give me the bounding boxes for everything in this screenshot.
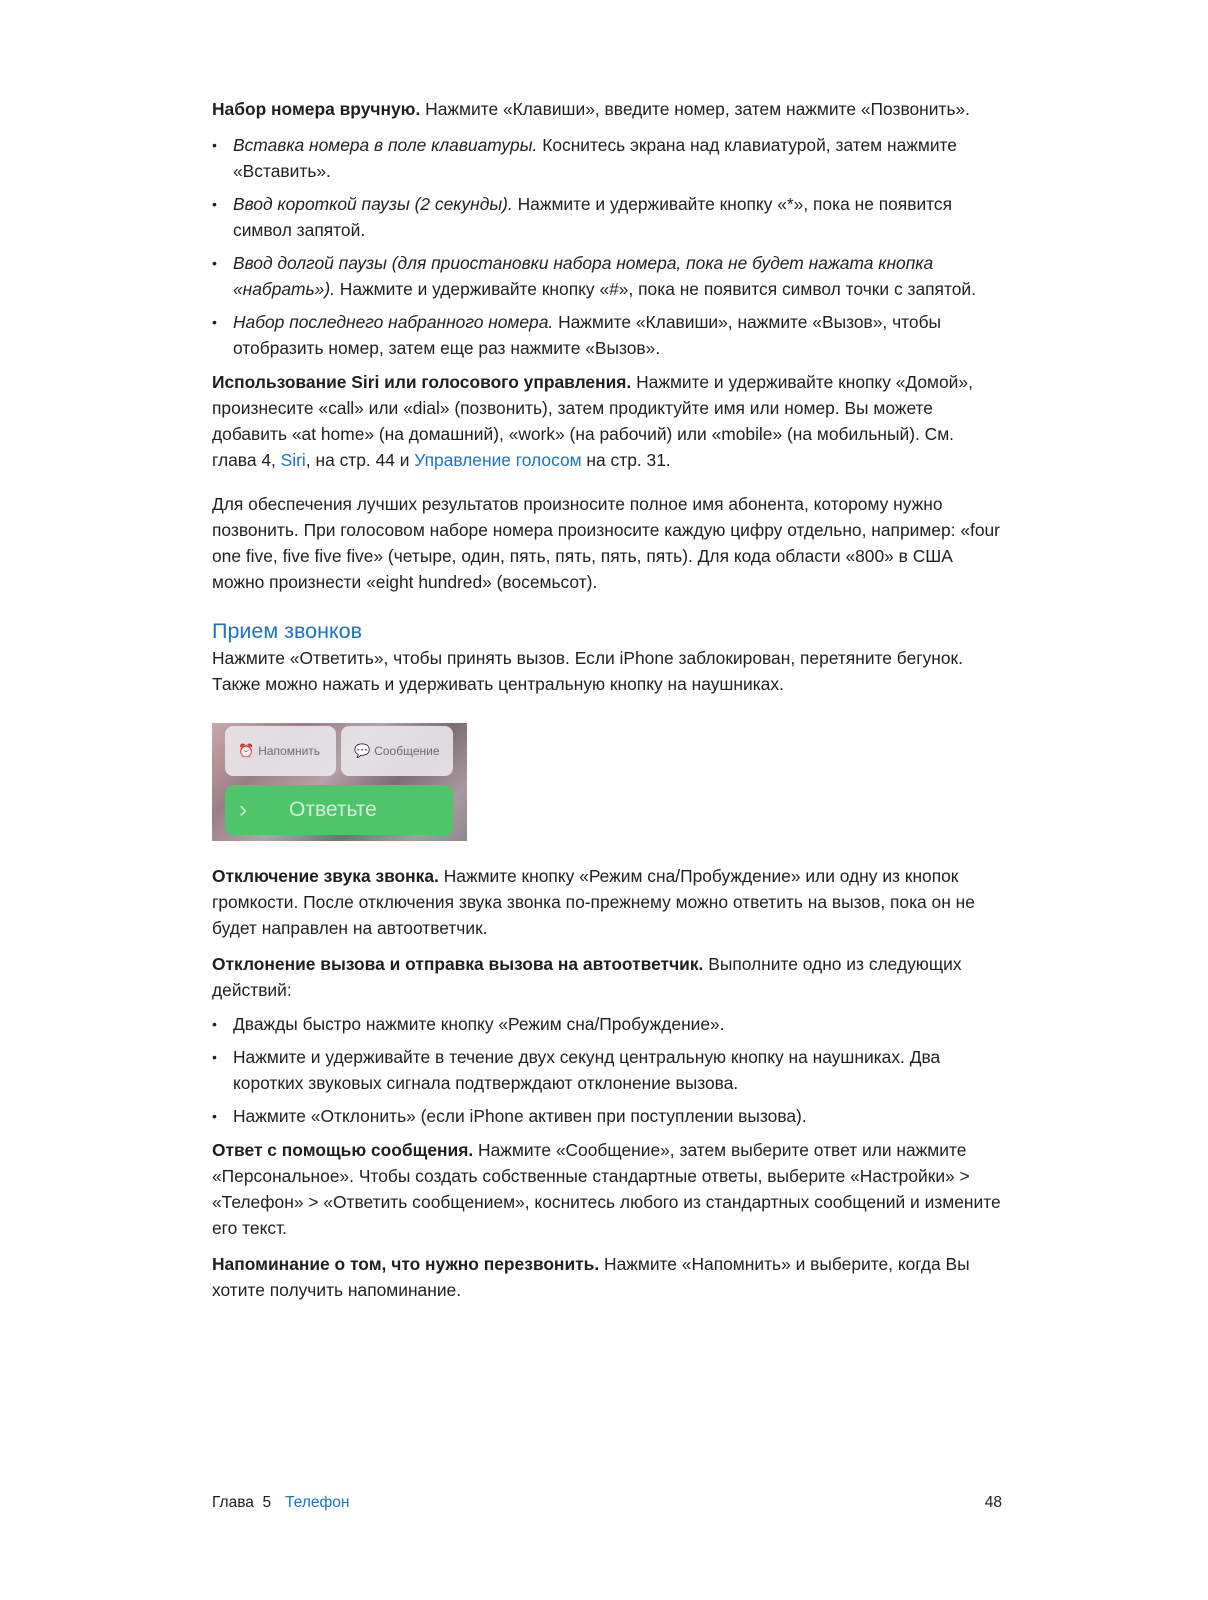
chapter-label: Глава 5 xyxy=(212,1494,272,1511)
incoming-call-screenshot xyxy=(212,723,467,841)
list-item: • Вставка номера в поле клавиатуры. Коснитесь экрана над клавиатурой, затем нажмите «Вставить». xyxy=(212,132,1002,184)
list-item: • Набор последнего набранного номера. Нажмите «Клавиши», нажмите «Вызов», чтобы отобразить номер, затем еще раз нажмите «Вызов». xyxy=(212,309,1002,361)
remind-label: Напомнить xyxy=(258,744,321,758)
siri-paragraph: Использование Siri или голосового управления. Нажмите и удерживайте кнопку «Домой», произнесите «call» или «dial» (позвонить), затем продиктуйте имя или номер. Вы можете добавить «at home» (на домашний), «work» (на рабочий) или «mobile» (на мобильный). См. глава 4, Siri, на стр. 44 и Управление голосом на стр. 31. xyxy=(212,372,973,470)
remind-button xyxy=(225,726,336,776)
list-item: • Нажмите и удерживайте в течение двух секунд центральную кнопку на наушниках. Два коротких звуковых сигнала подтверждают отклонение вызова. xyxy=(212,1044,1002,1096)
decline-options-list xyxy=(212,1011,1002,1129)
answer-label: Ответьте xyxy=(289,798,377,821)
page-number: 48 xyxy=(984,1494,1002,1511)
decline-call-paragraph: Отклонение вызова и отправка вызова на автоответчик. Выполните одно из следующих действий: xyxy=(212,954,962,1000)
dial-options-list xyxy=(212,132,1002,361)
list-item: • Нажмите «Отклонить» (если iPhone активен при поступлении вызова). xyxy=(212,1103,1002,1129)
message-label: Сообщение xyxy=(374,744,440,758)
message-button xyxy=(341,726,453,776)
voice-dial-tips-paragraph: Для обеспечения лучших результатов произносите полное имя абонента, которому нужно позвонить. При голосовом наборе номера произносите каждую цифру отдельно, например: «four one five, five five five» (четыре, один, пять, пять, пять, пять). Для кода области «800» в США можно произнести «eight hundred» (восемьсот). xyxy=(212,494,1000,592)
section-heading: Прием звонков xyxy=(212,619,363,643)
page-footer xyxy=(212,1494,1002,1512)
alarm-clock-icon: ⏰ xyxy=(238,743,255,758)
siri-link[interactable]: Siri xyxy=(280,450,306,470)
voice-control-link[interactable]: Управление голосом xyxy=(414,450,582,470)
answer-slider xyxy=(225,785,453,835)
speech-bubble-icon: 💬 xyxy=(354,743,371,758)
remind-callback-paragraph: Напоминание о том, что нужно перезвонить. Нажмите «Напомнить» и выберите, когда Вы хотите получить напоминание. xyxy=(212,1254,970,1300)
section-intro: Нажмите «Ответить», чтобы принять вызов. Если iPhone заблокирован, перетяните бегунок. Также можно нажать и удерживать центральную кнопку на наушниках. xyxy=(212,648,963,694)
chevron-right-icon: › xyxy=(239,796,247,823)
manual-dial-paragraph: Набор номера вручную. Нажмите «Клавиши», введите номер, затем нажмите «Позвонить». xyxy=(212,99,971,119)
silence-ringer-paragraph: Отключение звука звонка. Нажмите кнопку «Режим сна/Пробуждение» или одну из кнопок громкости. После отключения звука звонка по-прежнему можно ответить на вызов, пока он не будет направлен на автоответчик. xyxy=(212,866,975,938)
reply-with-message-paragraph: Ответ с помощью сообщения. Нажмите «Сообщение», затем выберите ответ или нажмите «Персональное». Чтобы создать собственные стандартные ответы, выберите «Настройки» > «Телефон» > «Ответить сообщением», коснитесь любого из стандартных сообщений и измените его текст. xyxy=(212,1140,1001,1238)
page-content xyxy=(212,96,1002,1313)
chapter-title-link[interactable]: Телефон xyxy=(285,1494,350,1511)
list-item: • Дважды быстро нажмите кнопку «Режим сна/Пробуждение». xyxy=(212,1011,1002,1037)
list-item: • Ввод короткой паузы (2 секунды). Нажмите и удерживайте кнопку «*», пока не появится символ запятой. xyxy=(212,191,1002,243)
list-item: • Ввод долгой паузы (для приостановки набора номера, пока не будет нажата кнопка «набрать»). Нажмите и удерживайте кнопку «#», пока не появится символ точки с запятой. xyxy=(212,250,1002,302)
